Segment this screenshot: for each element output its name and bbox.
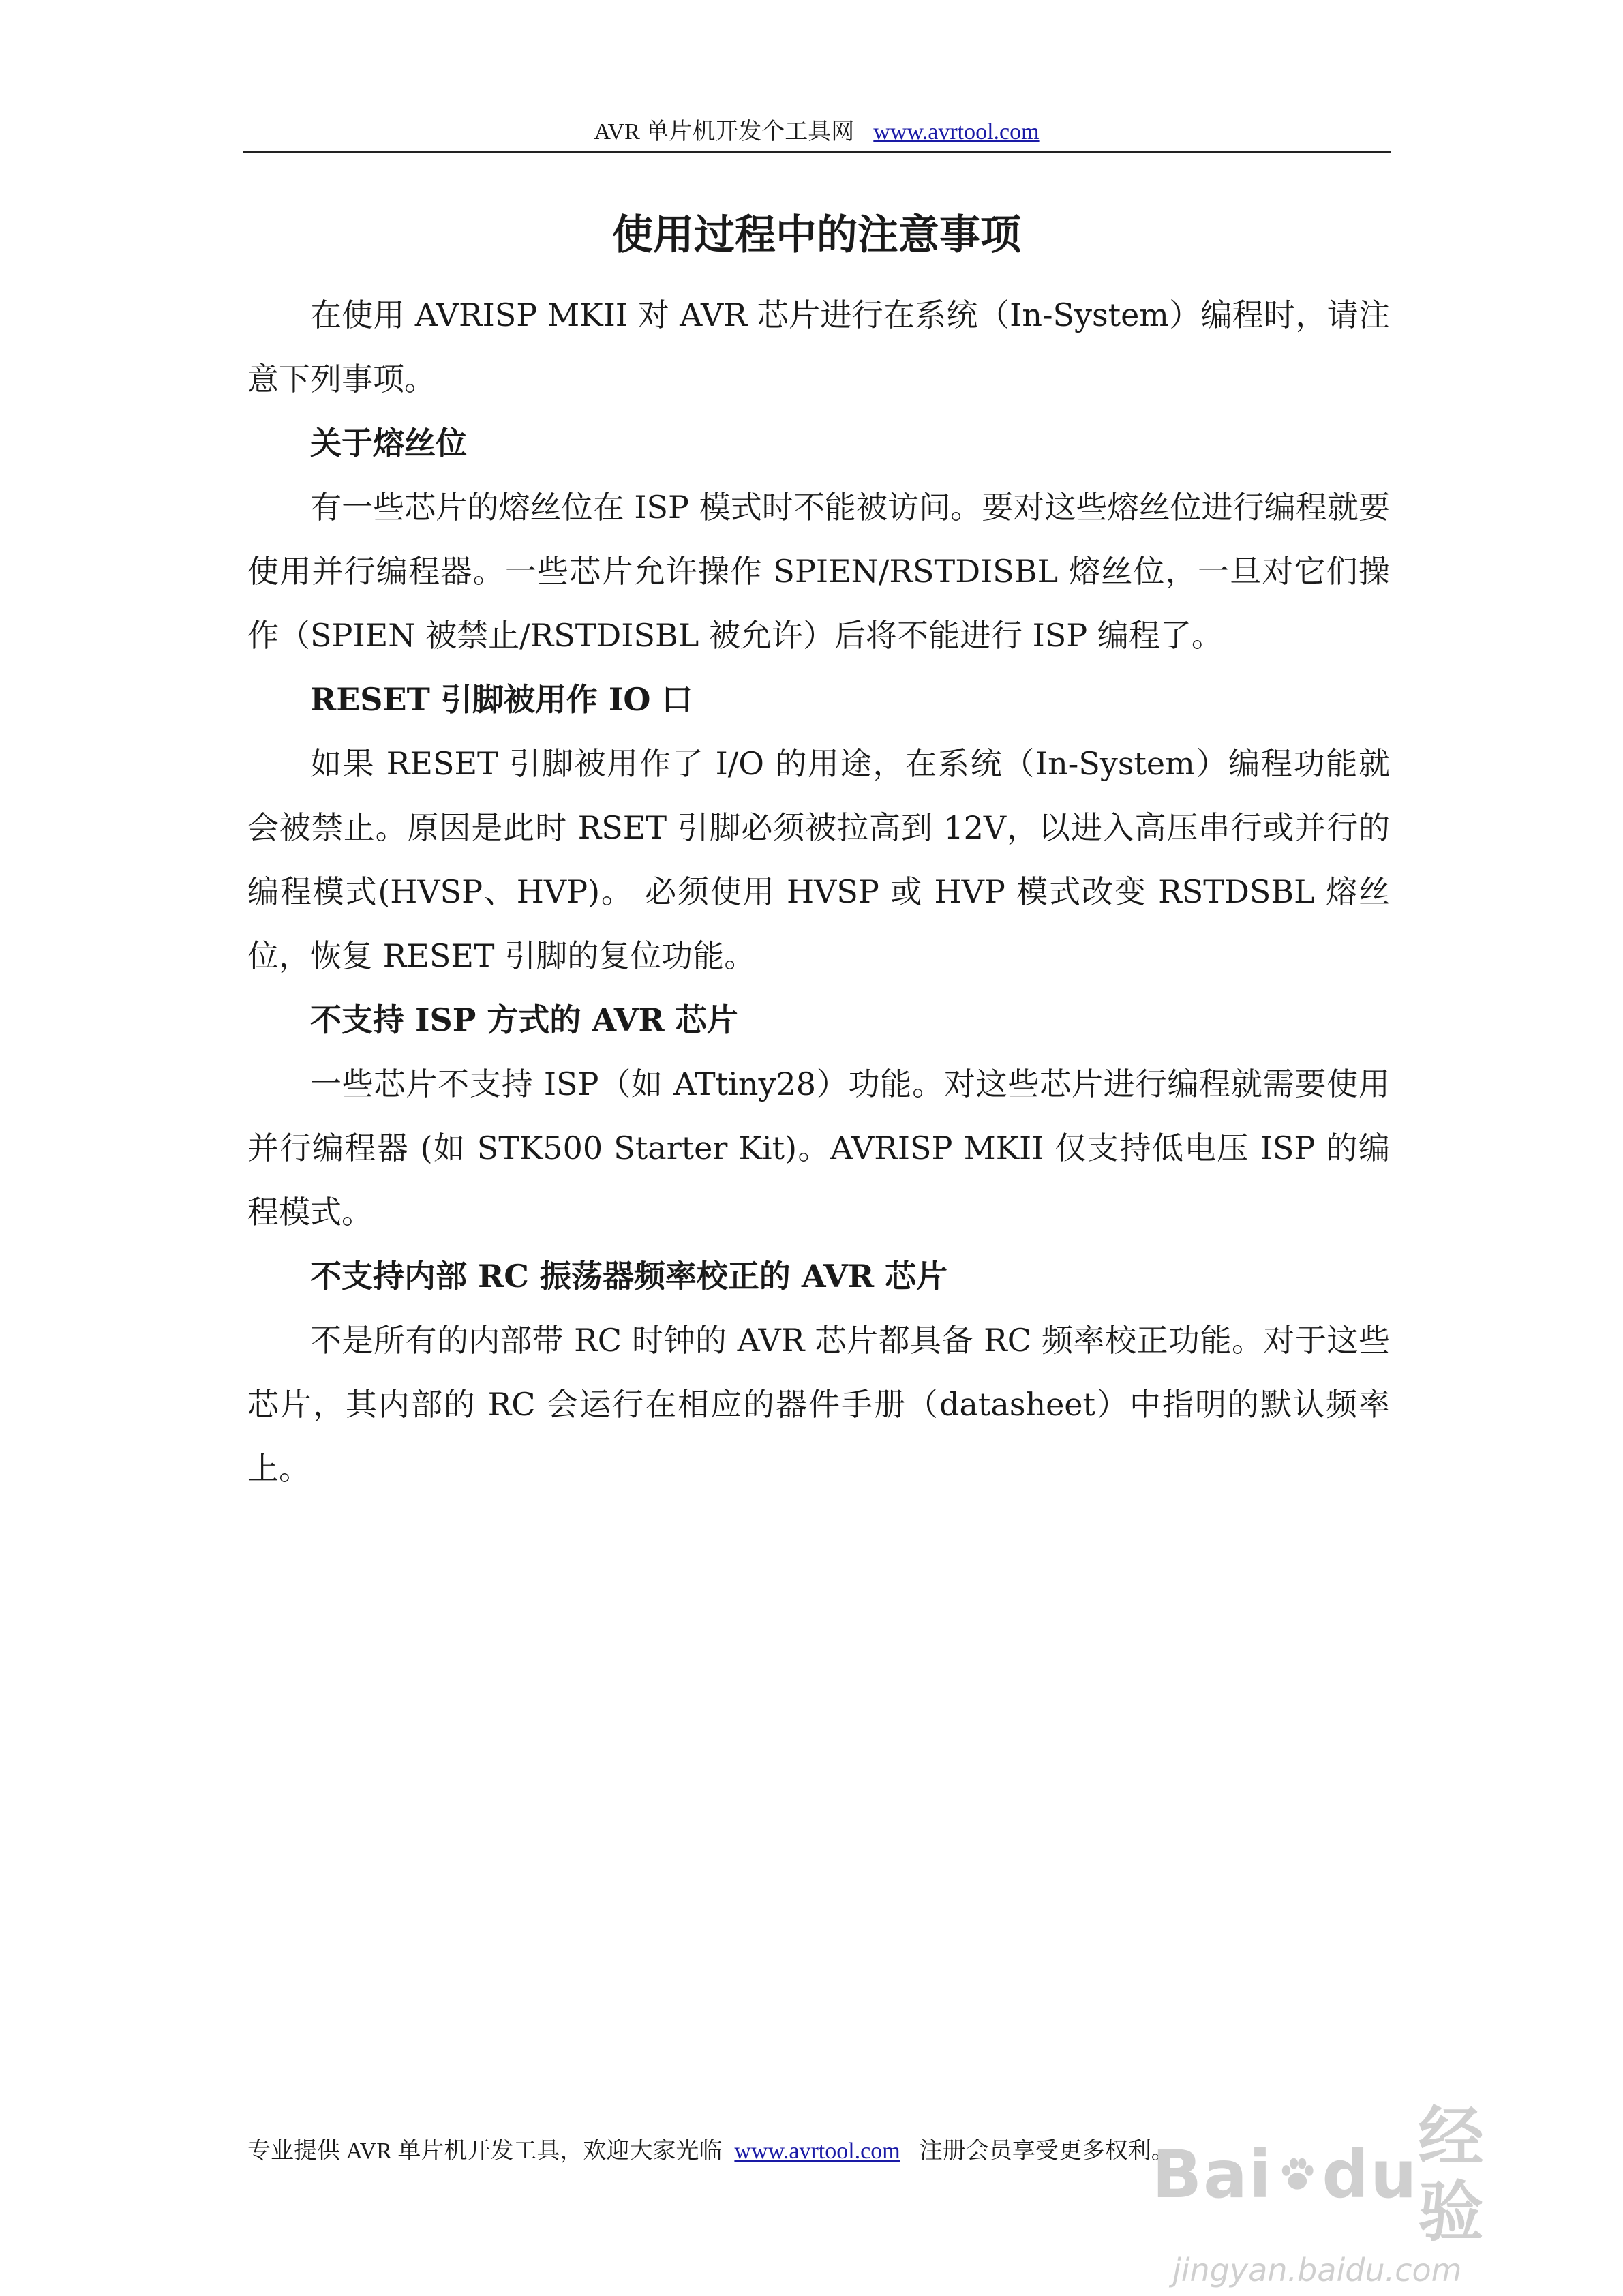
watermark-brand-right: du [1322, 2136, 1419, 2213]
watermark-brand [1152, 2100, 1534, 2250]
footer-site-link[interactable]: www.avrtool.com [734, 2139, 900, 2164]
document-body [247, 283, 1390, 1500]
watermark-brand-left: Bai [1152, 2136, 1273, 2213]
watermark-brand-suffix: 经验 [1418, 2099, 1485, 2250]
section-heading-reset-pin: RESET 引脚被用作 IO 口 [310, 681, 693, 718]
page-footer [247, 2134, 1406, 2169]
document-title: 使用过程中的注意事项 [612, 211, 1021, 259]
section-body-reset-pin: 如果 RESET 引脚被用作了 I/O 的用途，在系统（In-System）编程功能就会被禁止。原因是此时 RSET 引脚必须被拉高到 12V，以进入高压串行或并行的编程模式(HVSP、HVP)。 必须使用 HVSP 或 HVP 模式改变 RSTDSBL 熔丝位，恢复 RESET 引脚的复位功能。 [247, 745, 1390, 974]
watermark-domain: jingyan.baidu.com [1172, 2252, 1462, 2289]
header-site-link[interactable]: www.avrtool.com [873, 119, 1040, 145]
header-site-name: AVR 单片机开发个工具网 [594, 119, 855, 145]
section-heading-fuse-bits: 关于熔丝位 [310, 425, 467, 462]
page-header [243, 115, 1391, 150]
footer-text-after: 注册会员享受更多权利。 [919, 2139, 1174, 2164]
header-divider [243, 151, 1391, 153]
intro-paragraph: 在使用 AVRISP MKII 对 AVR 芯片进行在系统（In-System）编程时，请注意下列事项。 [247, 297, 1390, 397]
section-body-no-isp: 一些芯片不支持 ISP（如 ATtiny28）功能。对这些芯片进行编程就需要使用并行编程器 (如 STK500 Starter Kit)。AVRISP MKII 仅支持低电压 ISP 的编程模式。 [247, 1066, 1390, 1230]
footer-text-before: 专业提供 AVR 单片机开发工具，欢迎大家光临 [247, 2139, 723, 2164]
section-body-rc-calibration: 不是所有的内部带 RC 时钟的 AVR 芯片都具备 RC 频率校正功能。对于这些芯片，其内部的 RC 会运行在相应的器件手册（datasheet）中指明的默认频率上。 [247, 1322, 1390, 1487]
section-body-fuse-bits: 有一些芯片的熔丝位在 ISP 模式时不能被访问。要对这些熔丝位进行编程就要使用并行编程器。一些芯片允许操作 SPIEN/RSTDISBL 熔丝位，一旦对它们操作（SPIEN 被禁止/RSTDISBL 被允许）后将不能进行 ISP 编程了。 [247, 489, 1390, 654]
section-heading-no-isp: 不支持 ISP 方式的 AVR 芯片 [310, 1001, 738, 1038]
section-heading-rc-calibration: 不支持内部 RC 振荡器频率校正的 AVR 芯片 [310, 1258, 948, 1295]
